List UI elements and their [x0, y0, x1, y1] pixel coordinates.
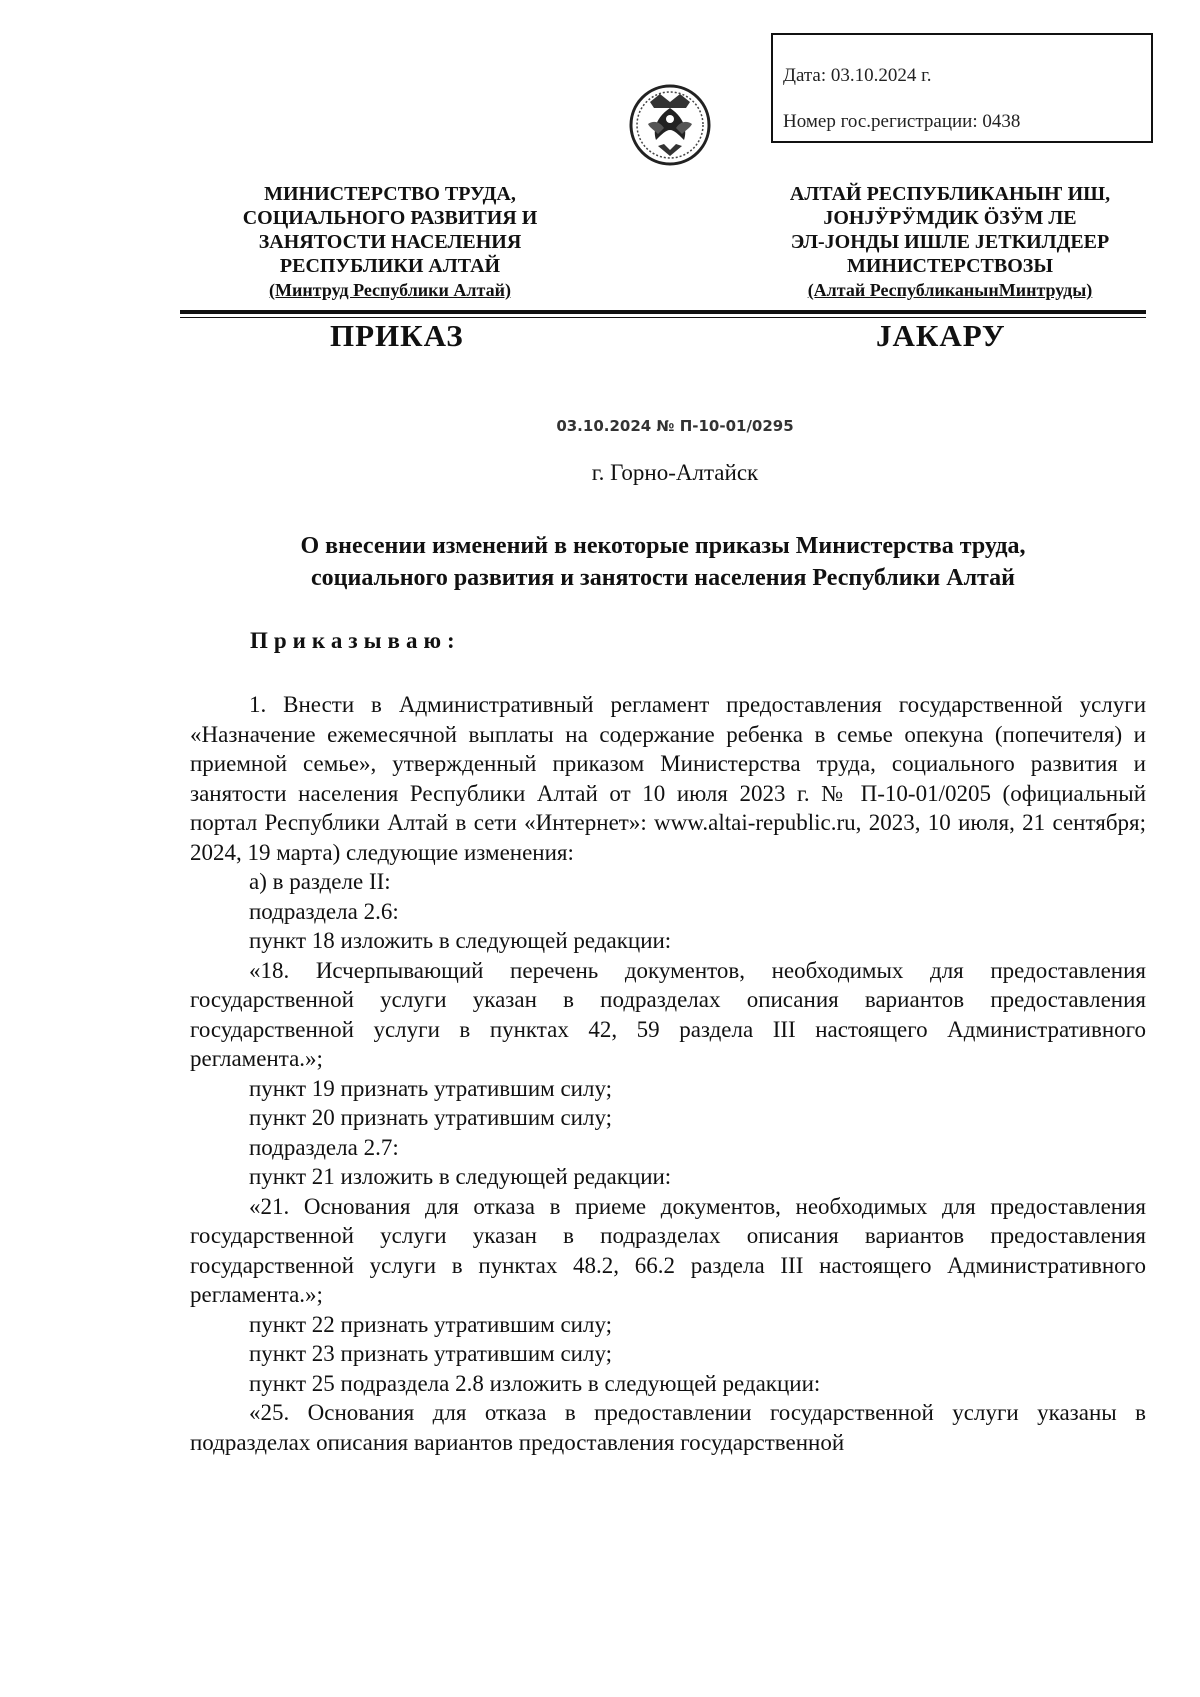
registration-date-row: [783, 53, 1151, 99]
registration-number-row: [783, 99, 1151, 145]
ministry-name-line: ЗАНЯТОСТИ НАСЕЛЕНИЯ: [258, 231, 522, 253]
body-paragraph: пункт 22 признать утратившим силу;: [249, 1311, 613, 1337]
document-title: [180, 530, 1146, 594]
body-paragraph: «25. Основания для отказа в предоставлении государственной услуги указаны в подразделах описания вариантов предоставления государственной: [190, 1400, 1146, 1455]
body-paragraph: пункт 20 признать утратившим силу;: [249, 1105, 613, 1130]
document-title-line: О внесении изменений в некоторые приказы Министерства труда,: [300, 533, 1026, 559]
body-paragraph: подраздела 2.7:: [249, 1134, 399, 1160]
coat-of-arms-emblem: [628, 72, 712, 178]
ministry-name-line: МИНИСТЕРСТВОЗЫ: [846, 255, 1053, 277]
body-paragraph: 1. Внести в Административный регламент предоставления государственной услуги «Назначение ежемесячной выплаты на содержание ребенка в семье опекуна (попечителя) и приемной семье», утвержденный приказом Министерства труда, социального развития и занятости населения Республики Алтай от 10 июля 2023 г. № П-10-01/0205 (официальный портал Республики Алтай в сети «Интернет»: www.altai-republic.ru, 2023, 10 июля, 21 сентября; 2024, 19 марта) следующие изменения:: [190, 692, 1146, 865]
document-type-altai: JАКАРУ: [876, 318, 1006, 353]
registration-number-label: Номер гос.регистрации:: [783, 111, 978, 132]
registration-date-value: 03.10.2024 г.: [830, 65, 932, 86]
ministry-name-line: ЭЛ-JОНДЫ ИШЛЕ JЕТКИЛДЕЕР: [790, 231, 1110, 253]
body-paragraph: «18. Исчерпывающий перечень документов, необходимых для предоставления государственной услуги указан в подразделах описания вариантов предоставления государственной услуги в пунктах 42, 59 раздела III настоящего Административного регламента.»;: [190, 957, 1146, 1071]
city-name: г. Горно-Алтайск: [591, 460, 759, 485]
ministry-name-line: JОНJӰРӰМДИК ÖЗӰМ ЛЕ: [823, 207, 1077, 229]
order-number: 03.10.2024 № П-10-01/0295: [556, 417, 794, 435]
body-paragraph: «21. Основания для отказа в приеме документов, необходимых для предоставления государственной услуги указан в подразделах описания вариантов предоставления государственной услуги в пунктах 48.2, 66.2 раздела III настоящего Административного регламента.»;: [190, 1193, 1146, 1307]
body-paragraph: пункт 21 изложить в следующей редакции:: [249, 1164, 672, 1189]
registration-number-value: 0438: [982, 111, 1021, 132]
ministry-name-line: СОЦИАЛЬНОГО РАЗВИТИЯ И: [242, 207, 538, 229]
registration-date-label: Дата:: [783, 65, 827, 86]
ministry-name-line: АЛТАЙ РЕСПУБЛИКАНЫҤ ИШ,: [789, 183, 1111, 205]
ministry-short-name: (Алтай РеспубликанынМинтруды): [807, 280, 1093, 300]
body-paragraph: подраздела 2.6:: [249, 898, 399, 924]
body-paragraph: пункт 25 подраздела 2.8 изложить в следующей редакции:: [249, 1370, 821, 1396]
ministry-name-line: РЕСПУБЛИКИ АЛТАЙ: [279, 255, 501, 277]
document-type-russian: ПРИКАЗ: [330, 318, 464, 353]
order-directive: Приказываю:: [250, 628, 461, 653]
ministry-short-name: (Минтруд Республики Алтай): [269, 280, 511, 300]
body-paragraph: а) в разделе II:: [249, 869, 391, 894]
ministry-name-altai: [740, 182, 1160, 302]
ministry-name-line: МИНИСТЕРСТВО ТРУДА,: [264, 183, 516, 205]
document-body: [190, 690, 1146, 1457]
body-paragraph: пункт 18 изложить в следующей редакции:: [249, 928, 672, 953]
document-title-line: социального развития и занятости населения Республики Алтай: [311, 565, 1015, 591]
body-paragraph: пункт 23 признать утратившим силу;: [249, 1341, 613, 1366]
header-divider: [180, 310, 1146, 314]
ministry-name-russian: [200, 182, 580, 302]
body-paragraph: пункт 19 признать утратившим силу;: [249, 1075, 613, 1101]
registration-box: [771, 33, 1153, 143]
